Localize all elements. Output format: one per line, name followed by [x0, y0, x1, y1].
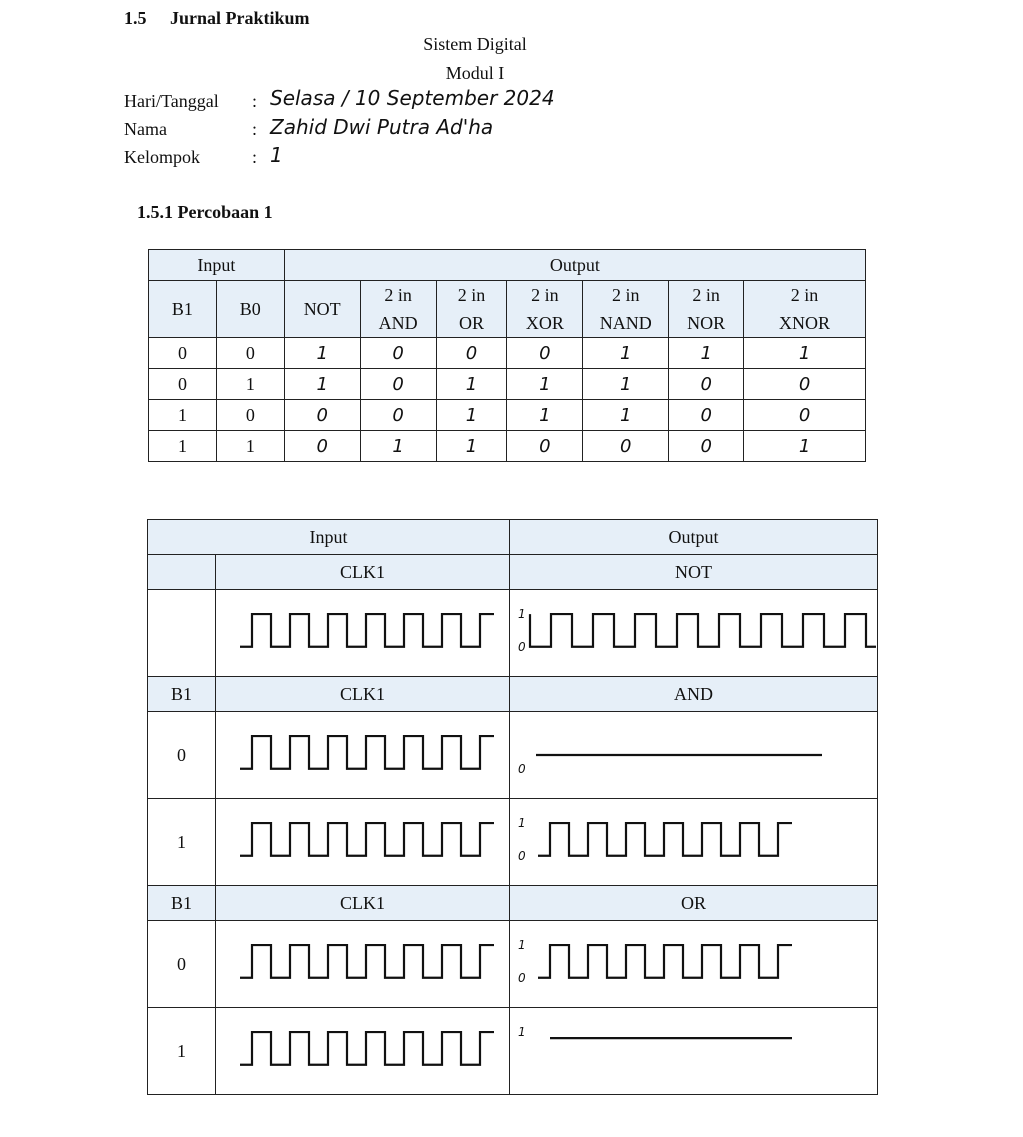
output-value-cell: 0 [436, 338, 507, 369]
b1-column-header [148, 555, 216, 590]
output-value-cell: 0 [583, 431, 669, 462]
clock-column-header: CLK1 [216, 677, 510, 712]
output-value-cell: 0 [744, 400, 866, 431]
output-value-cell: 1 [436, 369, 507, 400]
table-row [149, 431, 866, 462]
info-value-date: Selasa / 10 September 2024 [270, 86, 555, 110]
clock-waveform-cell [216, 921, 510, 1008]
input-value-cell: 1 [149, 431, 217, 462]
timing-input-header: Input [148, 520, 510, 555]
clock-waveform [216, 590, 509, 676]
output-value-cell: 0 [360, 400, 436, 431]
subsection-number: 1.5.1 [137, 202, 173, 222]
clock-waveform [216, 921, 509, 1007]
info-label-date: Hari/Tanggal [124, 91, 219, 111]
output-value-cell: 1 [583, 400, 669, 431]
output-waveform [510, 799, 876, 885]
input-value-cell: 1 [216, 431, 284, 462]
output-value-cell: 1 [669, 338, 744, 369]
output-value-cell: 0 [284, 400, 360, 431]
output-value-cell: 1 [284, 338, 360, 369]
timing-output-header: Output [510, 520, 878, 555]
output-value-cell: 0 [360, 338, 436, 369]
timing-header-row [148, 520, 878, 555]
info-label-group: Kelompok [124, 147, 200, 167]
logic-high-label: 1 [518, 938, 526, 953]
gate-input-count: 2 in [612, 285, 640, 305]
course-title: Sistem Digital [423, 34, 527, 54]
gate-input-count: 2 in [457, 285, 486, 305]
input-value-cell: 0 [216, 400, 284, 431]
gate-column-header [583, 281, 669, 338]
input-value-cell: 1 [216, 369, 284, 400]
info-colon: : [252, 91, 258, 111]
logic-low-label: 0 [518, 639, 526, 654]
output-value-cell: 0 [507, 338, 583, 369]
output-waveform [510, 1008, 876, 1094]
gate-column-header [744, 281, 866, 338]
gate-column-header [436, 281, 507, 338]
output-group-header: Output [284, 250, 865, 281]
timing-table [147, 519, 878, 1095]
b1-value-cell: 1 [148, 1008, 216, 1095]
clock-waveform [216, 799, 509, 885]
gate-input-count: 2 in [692, 285, 720, 305]
section-heading [124, 8, 310, 29]
timing-section-header [148, 555, 878, 590]
info-label-name: Nama [124, 119, 167, 139]
input-group-header: Input [149, 250, 285, 281]
output-value-cell: 1 [436, 400, 507, 431]
clock-column-header: CLK1 [216, 555, 510, 590]
timing-row [148, 1008, 878, 1095]
clock-waveform-cell [216, 799, 510, 886]
output-waveform-cell [510, 799, 878, 886]
info-colon: : [252, 147, 258, 167]
output-value-cell: 1 [284, 369, 360, 400]
section-title: Jurnal Praktikum [170, 8, 310, 28]
gate-name: OR [458, 313, 484, 333]
gate-input-count: 2 in [384, 285, 412, 305]
output-waveform-cell [510, 1008, 878, 1095]
output-value-cell: 0 [744, 369, 866, 400]
b1-value-cell: 0 [148, 921, 216, 1008]
timing-section-header [148, 886, 878, 921]
output-waveform-cell [510, 590, 878, 677]
output-value-cell: 1 [507, 369, 583, 400]
timing-row [148, 799, 878, 886]
output-value-cell: 0 [284, 431, 360, 462]
input-value-cell: 0 [216, 338, 284, 369]
gate-name: NOT [303, 299, 341, 319]
logic-low-label: 0 [518, 848, 526, 863]
input-column-header: B1 [149, 281, 217, 338]
timing-row [148, 921, 878, 1008]
b1-value-cell [148, 590, 216, 677]
output-waveform [510, 712, 876, 798]
gate-name: AND [378, 313, 418, 333]
logic-high-label: 1 [518, 607, 526, 622]
logic-high-label: 1 [518, 1025, 526, 1040]
table-row [149, 338, 866, 369]
gate-name: NOR [687, 313, 726, 333]
output-value-cell: 1 [583, 338, 669, 369]
timing-section-header [148, 677, 878, 712]
logic-low-label: 0 [518, 761, 526, 776]
section-number: 1.5 [124, 8, 147, 28]
module-title: Modul I [445, 63, 505, 83]
info-value-group: 1 [270, 143, 283, 167]
timing-row [148, 712, 878, 799]
gate-input-count: 2 in [531, 285, 559, 305]
input-column-header: B0 [216, 281, 284, 338]
subsection-heading [137, 202, 273, 223]
output-waveform [510, 590, 876, 676]
clock-waveform [216, 1008, 509, 1094]
table-row [149, 369, 866, 400]
gate-output-header: AND [510, 677, 878, 712]
truth-table [148, 249, 866, 462]
clock-column-header: CLK1 [216, 886, 510, 921]
output-value-cell: 0 [669, 431, 744, 462]
output-value-cell: 1 [744, 431, 866, 462]
output-value-cell: 1 [744, 338, 866, 369]
output-value-cell: 0 [669, 369, 744, 400]
logic-low-label: 0 [518, 970, 526, 985]
clock-waveform-cell [216, 1008, 510, 1095]
info-colon: : [252, 119, 258, 139]
output-value-cell: 1 [583, 369, 669, 400]
output-waveform-cell [510, 921, 878, 1008]
gate-column-header [360, 281, 436, 338]
subsection-title: Percobaan 1 [177, 202, 273, 222]
gate-output-header: OR [510, 886, 878, 921]
b1-column-header: B1 [148, 886, 216, 921]
gate-column-header [284, 281, 360, 338]
truth-table-column-row [149, 281, 866, 338]
timing-row [148, 590, 878, 677]
output-waveform-cell [510, 712, 878, 799]
input-value-cell: 1 [149, 400, 217, 431]
gate-input-count: 2 in [790, 285, 819, 305]
input-value-cell: 0 [149, 338, 217, 369]
table-row [149, 400, 866, 431]
clock-waveform [216, 712, 509, 798]
clock-waveform-cell [216, 590, 510, 677]
gate-column-header [507, 281, 583, 338]
output-waveform [510, 921, 876, 1007]
gate-name: XOR [525, 313, 564, 333]
b1-column-header: B1 [148, 677, 216, 712]
gate-name: XNOR [779, 313, 831, 333]
gate-output-header: NOT [510, 555, 878, 590]
gate-name: NAND [599, 313, 652, 333]
b1-value-cell: 0 [148, 712, 216, 799]
truth-table-group-row [149, 250, 866, 281]
gate-column-header [669, 281, 744, 338]
output-value-cell: 1 [360, 431, 436, 462]
output-value-cell: 0 [507, 431, 583, 462]
output-value-cell: 0 [669, 400, 744, 431]
output-value-cell: 0 [360, 369, 436, 400]
output-value-cell: 1 [436, 431, 507, 462]
info-value-name: Zahid Dwi Putra Ad'ha [270, 115, 494, 139]
clock-waveform-cell [216, 712, 510, 799]
b1-value-cell: 1 [148, 799, 216, 886]
output-value-cell: 1 [507, 400, 583, 431]
logic-high-label: 1 [518, 816, 526, 831]
input-value-cell: 0 [149, 369, 217, 400]
